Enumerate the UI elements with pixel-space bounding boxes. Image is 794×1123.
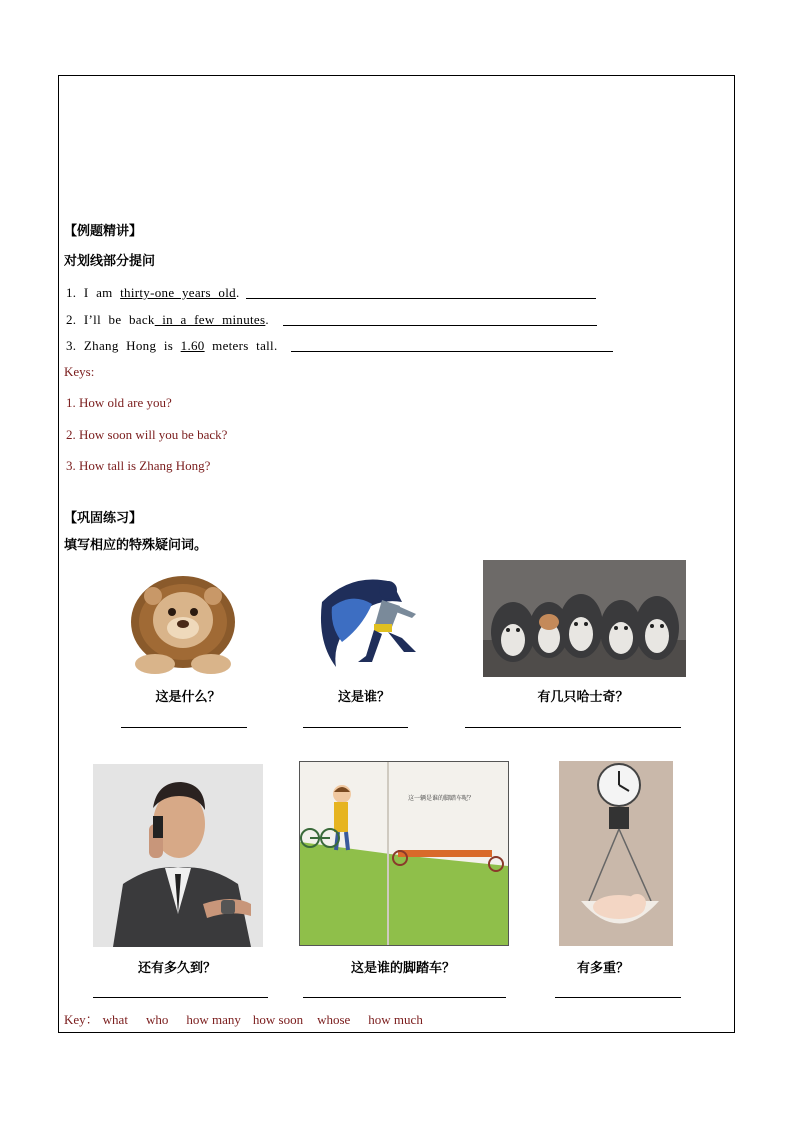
practice-blank-1[interactable] [121,727,247,728]
key-word-who: who [145,1012,169,1027]
example-question-2: 2. I’ll be back in a few minutes. [66,312,269,327]
key-word-how-much: how much [368,1012,423,1027]
key-answer-2: 2. How soon will you be back? [66,427,228,442]
caption-what: 这是什么？ [155,690,221,705]
practice-blank-2[interactable] [303,727,408,728]
keys-label: Keys: [64,364,95,379]
answer-blank-1[interactable] [246,298,596,299]
huskies-image [483,560,686,677]
caption-how-much: 有多重？ [576,961,629,976]
practice-instruction: 填写相应的特殊疑问词。 [64,538,208,553]
answer-blank-2[interactable] [283,325,597,326]
key-word-whose: whose [317,1012,351,1027]
key-answer-1: 1. How old are you? [66,395,172,410]
example-instruction: 对划线部分提问 [64,254,156,269]
book-text: 这一辆是谁的脚踏车呢？ [408,795,475,802]
practice-blank-3[interactable] [465,727,681,728]
key-word-how-soon: how soon [252,1012,304,1027]
answer-key-line [64,1009,441,1028]
example-question-3: 3. Zhang Hong is 1.60 meters tall. [66,338,278,353]
caption-how-many: 有几只哈士奇？ [537,690,629,705]
practice-blank-5[interactable] [303,997,506,998]
lion-toy-image [123,570,243,676]
batman-image [312,572,420,670]
caption-how-soon: 还有多久到？ [137,961,216,976]
caption-whose: 这是谁的脚踏车？ [350,961,455,976]
practice-blank-6[interactable] [555,997,681,998]
key-answer-3: 3. How tall is Zhang Hong? [66,458,211,473]
section-title-examples: 【例题精讲】 [64,224,143,239]
businessman-image [93,764,263,947]
answer-blank-3[interactable] [291,351,613,352]
caption-who: 这是谁？ [337,690,390,705]
baby-scale-image [559,761,673,946]
section-title-practice: 【巩固练习】 [64,511,143,526]
key-word-how-many: how many [186,1012,241,1027]
practice-blank-4[interactable] [93,997,268,998]
picture-book-image [299,761,509,946]
example-question-1: 1. I am thirty-one years old. [66,285,240,300]
key-label: Key： [64,1012,99,1027]
key-word-what: what [102,1012,128,1027]
